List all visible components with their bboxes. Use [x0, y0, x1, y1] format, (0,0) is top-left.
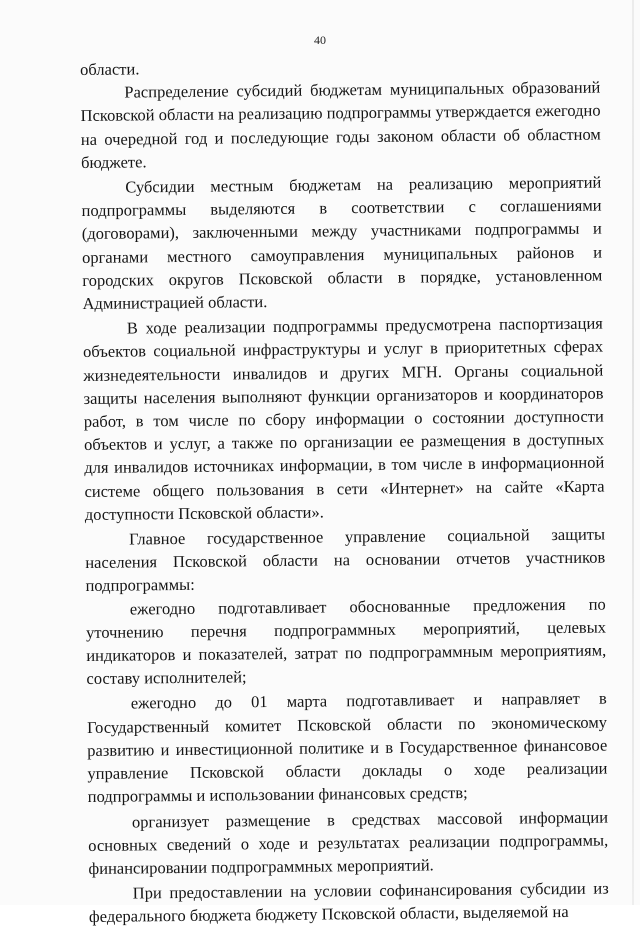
paragraph-main-directorate: Главное государственное управление социальной защиты населения Псковской области на основании отчетов участников подпрограммы: [85, 524, 606, 596]
page-number: 40 [314, 33, 326, 47]
scan-edge-shadow [632, 0, 634, 905]
paragraph-continuation: области. [80, 59, 140, 79]
paragraph-subsidy-distribution: Распределение субсидий бюджетам муниципальных образований Псковской области на реализацию подпрограммы утверждается ежегодно на очередной год и последующие годы законом области об областном бюджете. [80, 77, 601, 172]
paragraph-annual-proposals: ежегодно подготавливает обоснованные предложения по уточнению перечня подпрограммных мероприятий, целевых индикаторов и показателей, затрат по подпрограммным мероприятиям, составу исполнителей; [85, 594, 607, 689]
paragraph-passportization: В ходе реализации подпрограммы предусмотрена паспортизация объектов социальной инфраструктуры и услуг в приоритетных сферах жизнедеятельности инвалидов и других МГН. Органы социальной защиты населения выполняют функции организаторов и координаторов работ, в том числе по сбору информации о состоянии доступности объектов и услуг, а также по организации ее размещения в доступных для инвалидов источниках информации, в том числе в информационной системе общего пользования в сети «Интернет» на сайте «Карта доступности Псковской области». [82, 313, 605, 524]
paragraph-cofinancing: При предоставлении на условии софинансирования субсидии из федерального бюджета бюджету Псковской области, выделяемой на [88, 878, 609, 927]
paragraph-annual-reports: ежегодно до 01 марта подготавливает и направляет в Государственный комитет Псковской области по экономическому развитию и инвестиционной политике и в Государственное финансовое управление Псковской области доклады о ходе реализации подпрограммы и использовании финансовых средств; [86, 689, 608, 807]
paragraph-media-publication: организует размещение в средствах массовой информации основных сведений о ходе и результатах реализации подпрограммы, финансировании подпрограммных мероприятий. [88, 807, 609, 878]
paragraph-local-budget-subsidies: Субсидии местным бюджетам на реализацию мероприятий подпрограммы выделяются в соответствии с соглашениями (договорами), заключенными между участниками подпрограммы и органами местного самоуправления муниципальных районов и городских округов Псковской области в порядке, установленном Администрацией области. [81, 172, 603, 314]
document-body [80, 53, 609, 928]
